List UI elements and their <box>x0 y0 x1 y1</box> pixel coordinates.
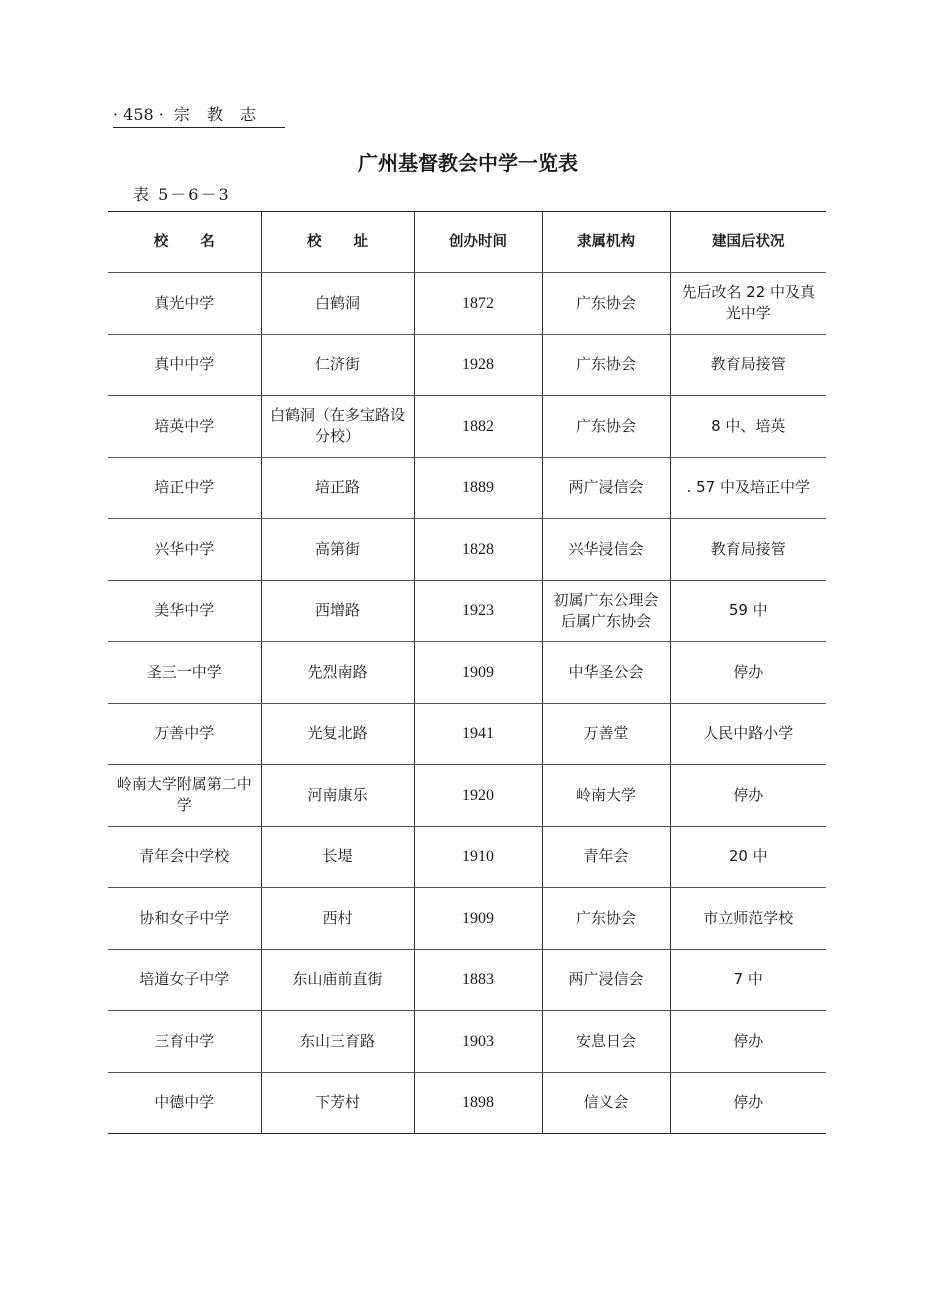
founded-year-cell: 1923 <box>414 580 542 642</box>
post-1949-status-cell: 停办 <box>670 642 826 704</box>
post-1949-status-cell: 停办 <box>670 1011 826 1073</box>
column-header-founded: 创办时间 <box>414 212 542 273</box>
school-name-cell: 培正中学 <box>108 457 261 519</box>
school-address-cell: 下芳村 <box>261 1072 414 1134</box>
table-header-row <box>108 212 826 273</box>
school-name-cell: 真光中学 <box>108 273 261 335</box>
post-1949-status-cell: 8 中、培英 <box>670 396 826 458</box>
table-row <box>108 826 826 888</box>
post-1949-status-cell: 教育局接管 <box>670 334 826 396</box>
table-row <box>108 1072 826 1134</box>
school-address-cell: 河南康乐 <box>261 765 414 827</box>
school-name-cell: 三育中学 <box>108 1011 261 1073</box>
school-name-cell: 真中中学 <box>108 334 261 396</box>
table-row <box>108 457 826 519</box>
school-address-cell: 西增路 <box>261 580 414 642</box>
affiliation-cell: 广东协会 <box>542 888 670 950</box>
table-row <box>108 334 826 396</box>
table-number: 表 5－6－3 <box>133 185 231 204</box>
affiliation-cell: 安息日会 <box>542 1011 670 1073</box>
school-address-cell: 白鹤洞（在多宝路设分校） <box>261 396 414 458</box>
school-name-cell: 培道女子中学 <box>108 949 261 1011</box>
founded-year-cell: 1872 <box>414 273 542 335</box>
school-name-cell: 培英中学 <box>108 396 261 458</box>
affiliation-cell: 万善堂 <box>542 703 670 765</box>
affiliation-cell: 兴华浸信会 <box>542 519 670 581</box>
post-1949-status-cell: . 57 中及培正中学 <box>670 457 826 519</box>
post-1949-status-cell: 人民中路小学 <box>670 703 826 765</box>
post-1949-status-cell: 市立师范学校 <box>670 888 826 950</box>
school-name-cell: 美华中学 <box>108 580 261 642</box>
school-address-cell: 东山三育路 <box>261 1011 414 1073</box>
table-row <box>108 642 826 704</box>
affiliation-cell: 岭南大学 <box>542 765 670 827</box>
section-title: 宗 教 志 <box>173 105 263 124</box>
school-address-cell: 仁济街 <box>261 334 414 396</box>
school-name-cell: 圣三一中学 <box>108 642 261 704</box>
school-address-cell: 东山庙前直街 <box>261 949 414 1011</box>
table-row <box>108 949 826 1011</box>
table-row <box>108 703 826 765</box>
table-row <box>108 888 826 950</box>
affiliation-cell: 广东协会 <box>542 273 670 335</box>
founded-year-cell: 1903 <box>414 1011 542 1073</box>
founded-year-cell: 1883 <box>414 949 542 1011</box>
founded-year-cell: 1882 <box>414 396 542 458</box>
school-address-cell: 培正路 <box>261 457 414 519</box>
affiliation-cell: 青年会 <box>542 826 670 888</box>
table-row <box>108 765 826 827</box>
post-1949-status-cell: 59 中 <box>670 580 826 642</box>
affiliation-cell: 两广浸信会 <box>542 949 670 1011</box>
post-1949-status-cell: 教育局接管 <box>670 519 826 581</box>
column-header-status: 建国后状况 <box>670 212 826 273</box>
column-header-name: 校名 <box>108 212 261 273</box>
founded-year-cell: 1889 <box>414 457 542 519</box>
column-header-address: 校址 <box>261 212 414 273</box>
schools-table <box>108 211 826 1134</box>
post-1949-status-cell: 先后改名 22 中及真光中学 <box>670 273 826 335</box>
school-address-cell: 长堤 <box>261 826 414 888</box>
founded-year-cell: 1898 <box>414 1072 542 1134</box>
post-1949-status-cell: 20 中 <box>670 826 826 888</box>
post-1949-status-cell: 7 中 <box>670 949 826 1011</box>
page-title: 广州基督教会中学一览表 <box>358 151 578 175</box>
affiliation-cell: 中华圣公会 <box>542 642 670 704</box>
founded-year-cell: 1909 <box>414 888 542 950</box>
affiliation-cell: 广东协会 <box>542 396 670 458</box>
table-body <box>108 273 826 1134</box>
founded-year-cell: 1828 <box>414 519 542 581</box>
school-name-cell: 青年会中学校 <box>108 826 261 888</box>
founded-year-cell: 1928 <box>414 334 542 396</box>
affiliation-cell: 初属广东公理会后属广东协会 <box>542 580 670 642</box>
school-name-cell: 中德中学 <box>108 1072 261 1134</box>
school-name-cell: 兴华中学 <box>108 519 261 581</box>
table-row <box>108 519 826 581</box>
page-header <box>113 103 285 128</box>
table-row <box>108 273 826 335</box>
affiliation-cell: 两广浸信会 <box>542 457 670 519</box>
school-address-cell: 白鹤洞 <box>261 273 414 335</box>
table-row <box>108 396 826 458</box>
school-name-cell: 岭南大学附属第二中学 <box>108 765 261 827</box>
school-address-cell: 先烈南路 <box>261 642 414 704</box>
founded-year-cell: 1920 <box>414 765 542 827</box>
table-row <box>108 580 826 642</box>
page-number: · 458 · <box>113 105 164 124</box>
school-address-cell: 西村 <box>261 888 414 950</box>
school-name-cell: 万善中学 <box>108 703 261 765</box>
founded-year-cell: 1910 <box>414 826 542 888</box>
post-1949-status-cell: 停办 <box>670 765 826 827</box>
table-row <box>108 1011 826 1073</box>
affiliation-cell: 广东协会 <box>542 334 670 396</box>
school-address-cell: 高第街 <box>261 519 414 581</box>
column-header-affiliation: 隶属机构 <box>542 212 670 273</box>
affiliation-cell: 信义会 <box>542 1072 670 1134</box>
founded-year-cell: 1941 <box>414 703 542 765</box>
post-1949-status-cell: 停办 <box>670 1072 826 1134</box>
school-address-cell: 光复北路 <box>261 703 414 765</box>
school-name-cell: 协和女子中学 <box>108 888 261 950</box>
founded-year-cell: 1909 <box>414 642 542 704</box>
